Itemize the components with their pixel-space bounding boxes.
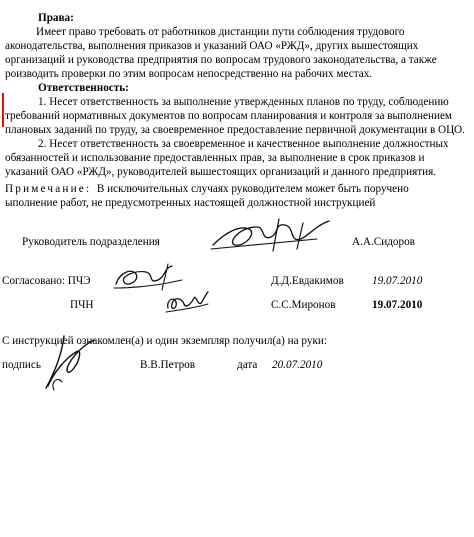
approval-signature-2-image (162, 288, 212, 318)
head-signature-image (205, 215, 335, 255)
responsibility-line-4: 2. Несет ответственность за своевременное и качественное выполнение должностных (38, 138, 449, 150)
responsibility-line-3: плановых заданий по труду, за своевременное предоставление первичной документации в ОЦО. (5, 124, 465, 136)
approval-row-1-name: Д.Д.Евдакимов (271, 275, 344, 287)
rights-heading: Права: (38, 12, 74, 24)
employee-name: В.В.Петров (140, 359, 196, 371)
approval-row-1-date: 19.07.2010 (372, 275, 423, 287)
rights-line-4: роизводить проверки по этим вопросам непосредственно на рабочих местах. (5, 68, 373, 80)
acknowledgement-date: 20.07.2010 (272, 359, 323, 371)
note-line-2: ыполнение работ, не предусмотренных настоящей должностной инструкцией (5, 197, 376, 209)
date-label: дата (237, 359, 258, 371)
note-text: В исключительных случаях руководителем может быть поручено (96, 183, 409, 195)
responsibility-line-5: обязанностей и использование предоставленных прав, за выполнение в срок приказов и (5, 152, 425, 164)
approval-row-2-name: С.С.Миронов (271, 299, 336, 311)
head-name: А.А.Сидоров (352, 236, 415, 248)
approval-row-2-label: ПЧН (70, 299, 94, 311)
note-line-1 (5, 182, 409, 196)
rights-line-2: аконодательства, выполнения приказов и указаний ОАО «РЖД», других вышестоящих (5, 40, 419, 52)
approval-row-2-date: 19.07.2010 (372, 299, 423, 311)
note-label: Примечание: (5, 183, 92, 195)
rights-line-3: организаций и руководства предприятия по вопросам трудового законодательства, а также (5, 54, 437, 66)
employee-signature-image (36, 332, 106, 394)
acknowledgement-text: С инструкцией ознакомлен(а) и один экземпляр получил(а) на руки: (2, 335, 327, 347)
employee-signature-label: подпись (2, 359, 41, 371)
responsibility-line-6: указаний ОАО «РЖД», руководителей вышестоящих организаций и данного предприятия. (5, 166, 437, 178)
responsibility-line-2: требований нормативных документов по вопросам планирования и контроля за выполнением (5, 110, 453, 122)
responsibility-line-1: 1. Несет ответственность за выполнение утвержденных планов по труду, соблюдению (38, 96, 449, 108)
responsibility-heading: Ответственность: (38, 82, 129, 94)
approval-row-1-label: Согласовано: ПЧЭ (2, 275, 91, 287)
head-role: Руководитель подразделения (22, 236, 160, 248)
change-marker (2, 93, 4, 127)
rights-line-1: Имеет право требовать от работников дистанции пути соблюдения трудового (36, 26, 405, 38)
